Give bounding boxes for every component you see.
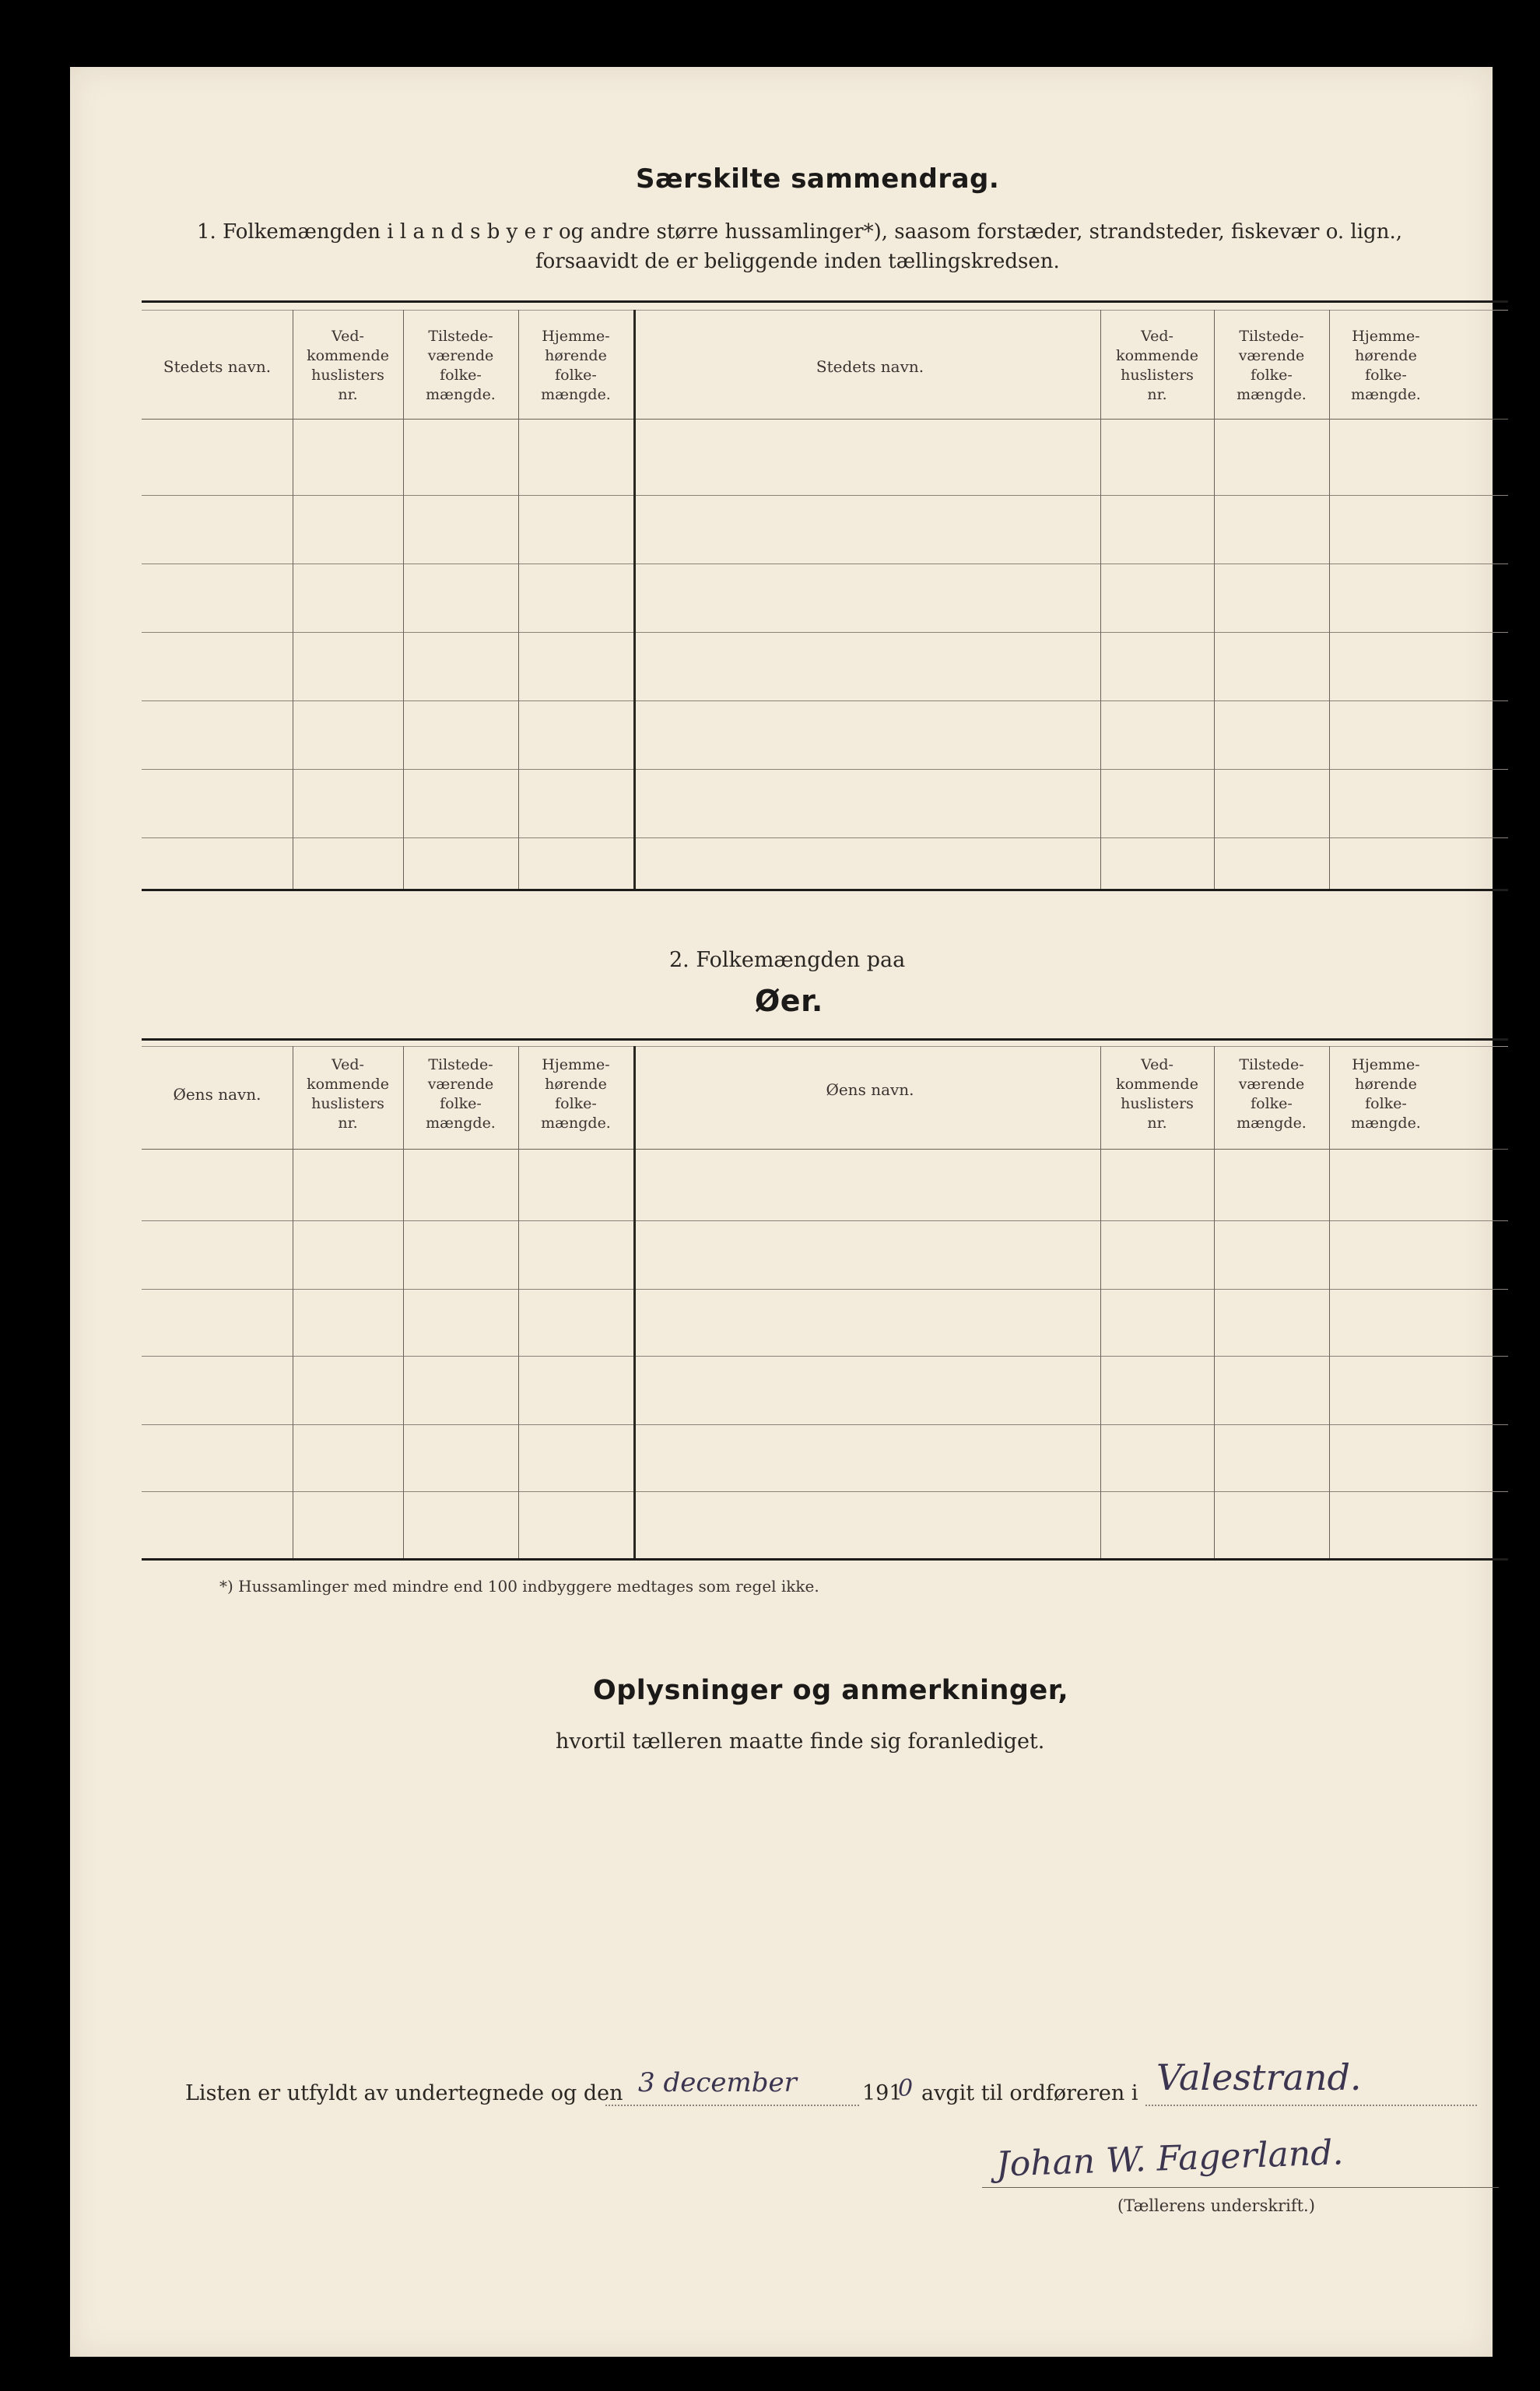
section1-title: Særskilte sammendrag. — [636, 163, 1000, 195]
header-resident-population-left: Hjemme- hørende folke- mængde. — [541, 328, 611, 403]
remarks-title: Oplysninger og anmerkninger, — [593, 1675, 1069, 1706]
handwritten-place: Valestrand. — [1156, 2056, 1362, 2098]
header-island-name-left: Øens navn. — [173, 1085, 261, 1104]
handwritten-signature: Johan W. Fagerland. — [995, 2133, 1345, 2185]
remarks-subtitle: hvortil tælleren maatte finde sig foranlediget. — [556, 1729, 1045, 1754]
header-island-household-list-nr-right: Ved- kommende huslisters nr. — [1116, 1056, 1198, 1132]
header-resident-population-right: Hjemme- hørende folke- mængde. — [1351, 328, 1421, 403]
header-place-name-right: Stedets navn. — [816, 357, 924, 376]
header-island-name-right: Øens navn. — [826, 1080, 914, 1099]
header-place-name-left: Stedets navn. — [163, 357, 272, 376]
section1-intro-line2: forsaavidt de er beliggende inden tællingskredsen. — [535, 250, 1060, 273]
footnote: *) Hussamlinger med mindre end 100 indbyggere medtages som regel ikke. — [219, 1577, 819, 1596]
census-form-page — [70, 67, 1493, 2357]
header-island-resident-population-left: Hjemme- hørende folke- mængde. — [541, 1056, 611, 1132]
signature-caption: (Tællerens underskrift.) — [1117, 2196, 1315, 2215]
header-island-resident-population-right: Hjemme- hørende folke- mængde. — [1351, 1056, 1421, 1132]
signoff-middle: avgit til ordføreren i — [921, 2081, 1138, 2105]
section1-intro-line1: 1. Folkemængden i l a n d s b y e r og andre større hussamlinger*), saasom forstæder, strandsteder, fiskevær o. lign., — [197, 220, 1402, 244]
handwritten-year-digit: 0 — [898, 2075, 914, 2102]
header-present-population-right: Tilstede- værende folke- mængde. — [1237, 328, 1307, 403]
section2-title: Øer. — [755, 984, 823, 1018]
header-household-list-nr-left: Ved- kommende huslisters nr. — [307, 328, 389, 403]
header-present-population-left: Tilstede- værende folke- mængde. — [426, 328, 496, 403]
header-household-list-nr-right: Ved- kommende huslisters nr. — [1116, 328, 1198, 403]
handwritten-date: 3 december — [638, 2067, 797, 2098]
signoff-year-prefix: 191 — [862, 2081, 903, 2105]
section2-intro: 2. Folkemængden paa — [669, 948, 906, 972]
signoff-prefix: Listen er utfyldt av undertegnede og den — [185, 2081, 623, 2105]
header-island-present-population-right: Tilstede- værende folke- mængde. — [1237, 1056, 1307, 1132]
header-island-household-list-nr-left: Ved- kommende huslisters nr. — [307, 1056, 389, 1132]
header-island-present-population-left: Tilstede- værende folke- mængde. — [426, 1056, 496, 1132]
